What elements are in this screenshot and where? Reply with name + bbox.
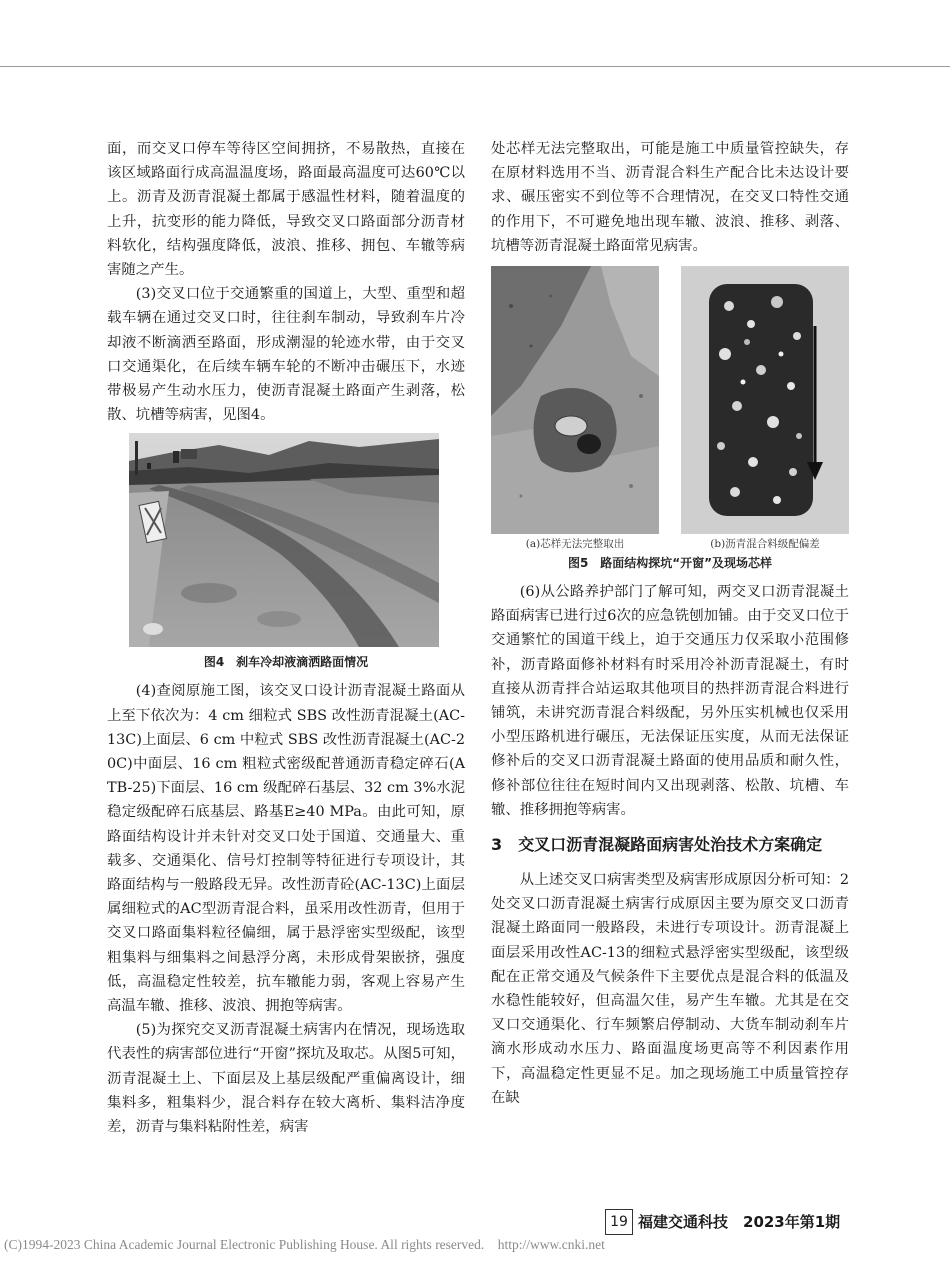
right-column [491,137,849,1110]
figure-5b-photo [681,266,849,534]
paragraph: (4)查阅原施工图，该交叉口设计沥青混凝土路面从上至下依次为：4 cm 细粒式 SBS 改性沥青混凝土(AC-13C)上面层、6 cm 中粒式 SBS 改性沥青混凝土(AC-20C)中面层、16 cm 粗粒式密级配普通沥青稳定碎石(ATB-25)下面层、16 cm 级配碎石基层、32 cm 3%水泥稳定级配碎石底基层、路基E≥40 MPa。由此可知，原路面结构设计并未针对交叉口处于国道、交通量大、重载多、交通渠化、信号灯控制等特征进行专项设计，其路面结构与一般路段无异。改性沥青砼(AC-13C)上面层属细粒式的AC型沥青混合料，虽采用改性沥青，但用于交叉口路面集料粒径偏细，属于悬浮密实型级配，该型粗集料与细集料之间悬浮分离，未形成骨架嵌挤，强度低，高温稳定性较差，抗车辙能力弱，客观上容易产生高温车辙、推移、波浪、拥抱等病害。 [107,683,465,1015]
figure-4-caption: 图4 刹车冷却液滴洒路面情况 [203,655,369,670]
figure-5 [491,266,849,572]
header-rule [0,66,950,67]
paragraph: (5)为探究交叉沥青混凝土病害内在情况，现场选取代表性的病害部位进行“开窗”探坑及取芯。从图5可知，沥青混凝土上、下面层及上基层级配严重偏离设计，细集料多，粗集料少，混合料存在较大离析、集料洁净度差，沥青与集料粘附性差，病害 [107,1022,465,1136]
paragraph: 处芯样无法完整取出，可能是施工中质量管控缺失，存在原材料选用不当、沥青混合料生产配合比未达设计要求、碾压密实不到位等不合理情况，在交叉口特性交通的作用下，不可避免地出现车辙、波浪、推移、剥落、坑槽等沥青混凝土路面常见病害。 [491,141,849,254]
paragraph: (6)从公路养护部门了解可知，两交叉口沥青混凝土路面病害已进行过6次的应急铣刨加铺。由于交叉口位于交通繁忙的国道干线上，迫于交通压力仅采取小范围修补，沥青路面修补材料有时采用冷补沥青混凝土，有时直接从沥青拌合站运取其他项目的热拌沥青混合料进行铺筑，未讲究沥青混合料级配，另外压实机械也仅采用小型压路机进行碾压，无法保证压实度，从而无法保证修补后的交叉口沥青混凝土路面的使用品质和耐久性，修补部位往往在短时间内又出现剥落、松散、坑槽、车辙、推移拥抱等病害。 [491,584,849,818]
paragraph: 从上述交叉口病害类型及病害形成原因分析可知：2处交叉口沥青混凝土病害行成原因主要为原交叉口沥青混凝土路面同一般路段，未进行专项设计。沥青混凝上面层采用改性AC-13的细粒式悬浮密实型级配，该型级配在正常交通及气候条件下主要优点是混合料的低温及水稳性能较好，但高温欠佳，易产生车辙。尤其是在交叉口交通渠化、行车频繁启停制动、大货车制动刹车片滴水形成动水压力、路面温度场更高等不利因素作用下，高温稳定性更显不足。加之现场施工中质量管控存在缺 [491,872,849,1106]
figure-5a-subcaption: (a)芯样无法完整取出 [525,538,625,551]
left-column [107,137,465,1139]
figure-5a-photo [491,266,659,534]
section-heading: 3 交叉口沥青混凝路面病害处治技术方案确定 [491,835,823,855]
figure-5b-subcaption: (b)沥青混合料级配偏差 [710,538,820,551]
figure-5-caption: 图5 路面结构探坑“开窗”及现场芯样 [567,556,773,571]
copyright-notice: (C)1994-2023 China Academic Journal Electronic Publishing House. All rights reserved. http://www.cnki.net [4,1237,605,1252]
paragraph: 面，而交叉口停车等待区空间拥挤，不易散热，直接在该区域路面行成高温温度场，路面最高温度可达60℃以上。沥青及沥青混凝土都属于感温性材料，随着温度的上升，抗变形的能力降低，导致交叉口路面部分沥青材料软化，结构强度降低，波浪、推移、拥包、车辙等病害随之产生。 [107,141,465,279]
figure-4-photo [129,433,439,647]
paragraph: (3)交叉口位于交通繁重的国道上，大型、重型和超载车辆在通过交叉口时，往往刹车制动，导致刹车片冷却液不断滴洒至路面，形成潮湿的轮迹水带，由于交叉口交通渠化，在后续车辆车轮的不断冲击碾压下，水迹带极易产生动水压力，使沥青混凝土路面产生剥落，松散、坑槽等病害，见图4。 [107,286,465,424]
journal-name: 福建交通科技 2023年第1期 [638,1213,841,1231]
page-number: 19 [605,1209,633,1235]
